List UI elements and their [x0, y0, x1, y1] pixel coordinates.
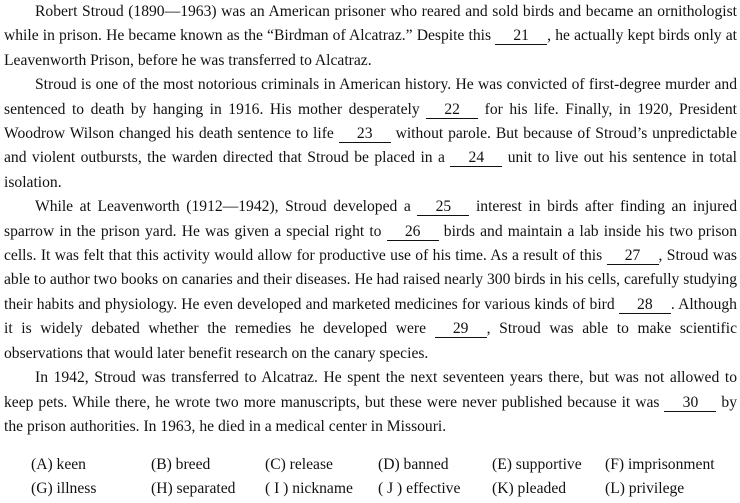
text-segment: interest in birds after finding an injured sparrow in the prison yard. He was given a special right to: [4, 198, 737, 240]
option-f: (F) imprisonment: [605, 456, 715, 473]
option-g: (G) illness: [31, 480, 97, 498]
blank-24: 24: [450, 149, 502, 167]
blank-23: 23: [339, 125, 391, 143]
option-h: (H) separated: [151, 480, 236, 498]
blank-26: 26: [387, 223, 439, 241]
option-e: (E) supportive: [492, 456, 582, 473]
option-b: (B) breed: [151, 456, 211, 473]
option-k: (K) pleaded: [492, 480, 567, 498]
blank-25: 25: [417, 198, 469, 216]
text-segment: without parole. But because of Stroud’s unpredictable and violent outbursts, the warden directed that Stroud be placed in a: [4, 125, 737, 167]
paragraph-2: [4, 73, 737, 195]
text-segment: , Stroud was able to make scientific observations that would later benefit research on the canary species.: [4, 320, 738, 362]
blank-29: 29: [435, 320, 487, 338]
text-segment: birds and maintain a lab inside his two prison cells. It was felt that this activity would allow for productive use of his time. As a result of this: [4, 222, 737, 265]
option-i: ( I ) nickname: [265, 480, 353, 498]
blank-30: 30: [664, 394, 716, 412]
text-segment: , Stroud was able to author two books on canaries and their diseases. He had raised nearly 300 birds in his cells, carefully studying their habits and physiology. He even developed and marketed medicines for various kinds of bird: [4, 247, 737, 313]
option-a: (A) keen: [31, 456, 86, 473]
text-segment: by the prison authorities. In 1963, he died in a medical center in Missouri.: [4, 393, 737, 435]
paragraph-4: [4, 366, 737, 439]
text-segment: Stroud is one of the most notorious criminals in American history. He was convicted of first-degree murder and sentenced to death by hanging in 1916. His mother desperately: [4, 76, 737, 118]
options-row-2: [31, 477, 740, 501]
text-segment: Robert Stroud (1890—1963) was an American prisoner who reared and sold birds and became an ornithologist while in prison. He became known as the “Birdman of Alcatraz.” Despite this: [4, 3, 737, 45]
options-row-1: [31, 453, 740, 477]
paragraph-3: [4, 195, 737, 366]
text-segment: In 1942, Stroud was transferred to Alcatraz. He spent the next seventeen years there, but was not allowed to keep pets. While there, he wrote two more manuscripts, but these were never published because it was: [4, 369, 737, 411]
option-l: (L) privilege: [605, 480, 685, 498]
blank-27: 27: [607, 247, 659, 265]
blank-22: 22: [426, 101, 478, 119]
text-segment: . Although it is widely debated whether the remedies he developed were: [4, 295, 737, 338]
text-segment: unit to live out his sentence in total isolation.: [4, 149, 737, 191]
blank-21: 21: [495, 27, 547, 45]
paragraph-1: [4, 0, 737, 73]
answer-options: [31, 453, 740, 502]
cloze-passage: [4, 0, 737, 439]
option-c: (C) release: [265, 456, 333, 473]
option-d: (D) banned: [378, 456, 449, 473]
text-segment: for his life. Finally, in 1920, President Woodrow Wilson changed his death sentence to life: [4, 100, 737, 143]
text-segment: , he actually kept birds only at Leavenworth Prison, before he was transferred to Alcatraz.: [4, 27, 737, 69]
option-j: ( J ) effective: [378, 480, 461, 498]
text-segment: While at Leavenworth (1912—1942), Stroud developed a: [35, 198, 411, 216]
blank-28: 28: [619, 296, 671, 314]
